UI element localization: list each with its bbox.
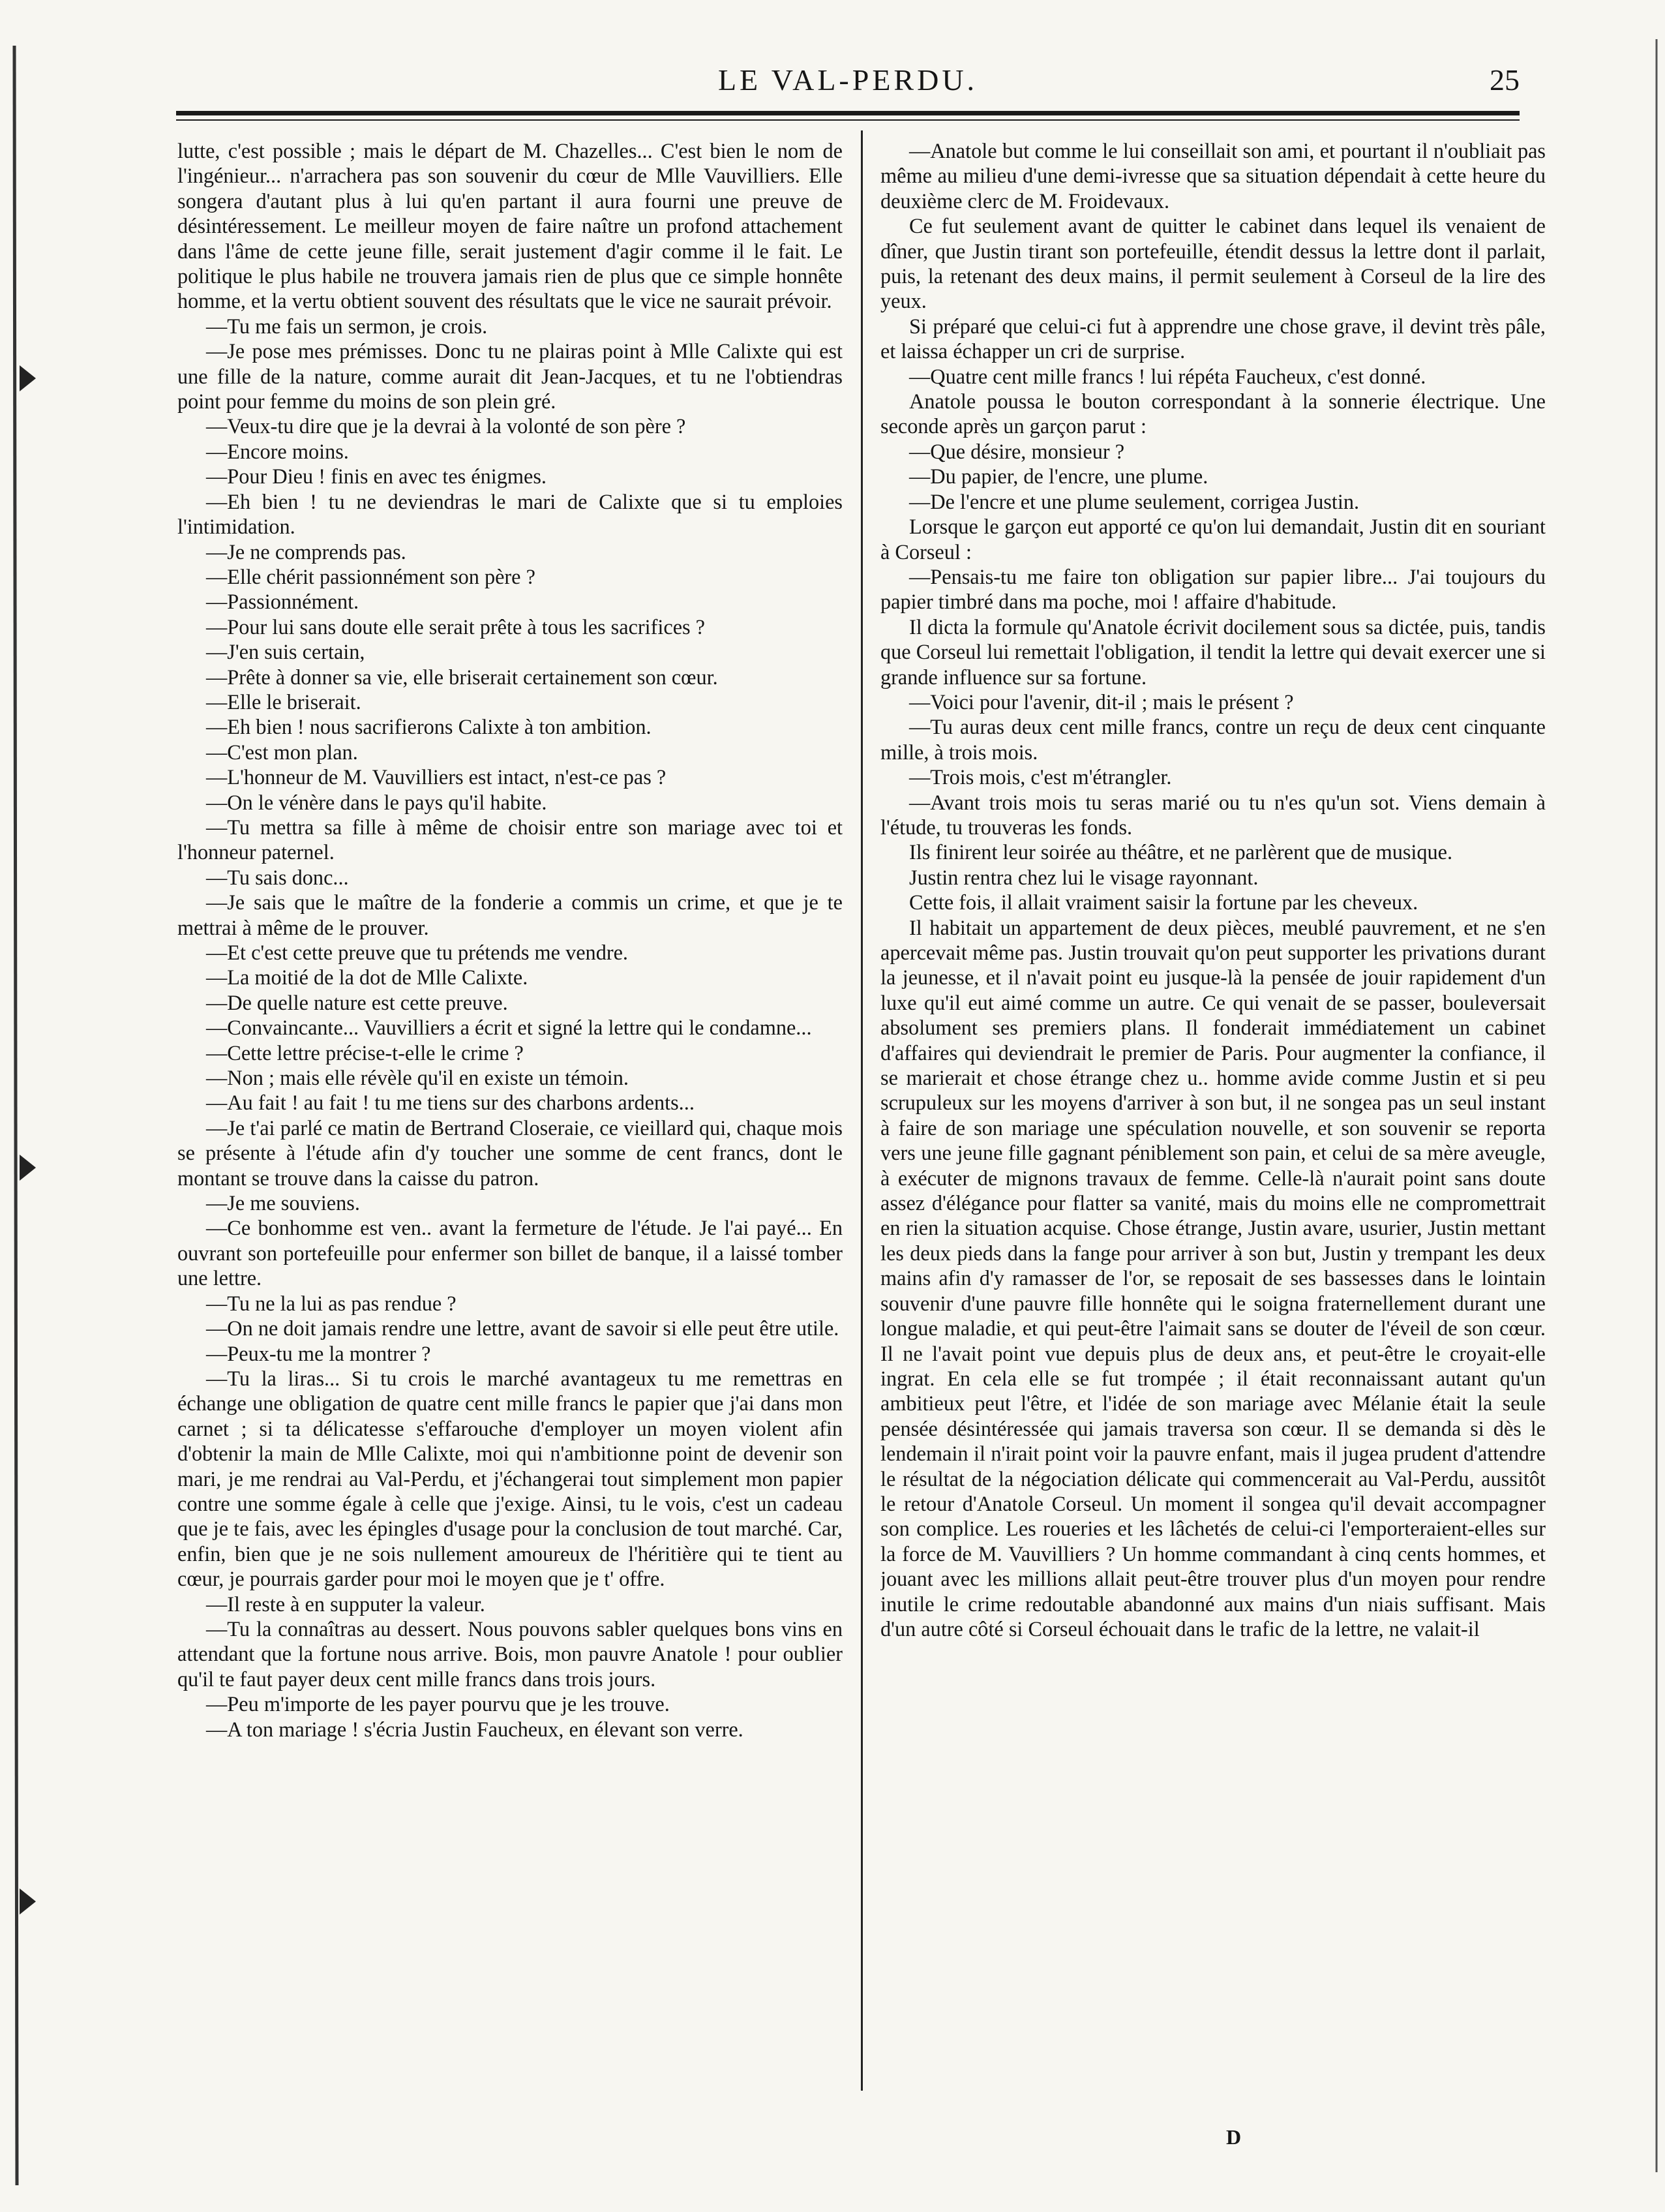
paragraph: —Je sais que le maître de la fonderie a commis un crime, et que je te mettrai à même de le prouver. (177, 890, 843, 939)
page-number: 25 (1490, 63, 1520, 97)
paragraph: —Au fait ! au fait ! tu me tiens sur des charbons ardents... (206, 1091, 695, 1115)
paragraph: —Et c'est cette preuve que tu prétends me vendre. (206, 941, 629, 964)
paragraph: —Que désire, monsieur ? (909, 439, 1125, 463)
paragraph: —Trois mois, c'est m'étrangler. (909, 765, 1172, 789)
paragraph: —Voici pour l'avenir, dit-il ; mais le présent ? (909, 689, 1294, 714)
paragraph: —Tu ne la lui as pas rendue ? (206, 1291, 457, 1315)
paragraph: —Passionnément. (206, 590, 359, 614)
paragraph: —Je pose mes prémisses. Donc tu ne plairas point à Mlle Calixte qui est une fille de la nature, comme aurait dit Jean-Jacques, et tu ne l'obtiendras point pour femme du moins de son plein gré. (177, 339, 843, 414)
paragraph: —Tu la liras... Si tu crois le marché avantageux tu me remettras en échange une obligation de quatre cent mille francs le papier que j'ai dans mon carnet ; si ta délicatesse s'effarouche d'employer un moyen violent afin d'obtenir la main de Mlle Calixte, moi qui n'ambitionne point de devenir son mari, je me rendrai au Val-Perdu, et j'échangerai tout simplement mon papier contre une somme égale à celle que j'exige. Ainsi, tu le vois, c'est un cadeau que je te fais, avec les épingles d'usage pour la conclusion de tout marché. Car, enfin, bien que je ne sois nullement amoureux de l'héritière qui te tient au cœur, je pourrais garder pour moi le moyen que je t' offre. (177, 1366, 843, 1591)
paragraph: —Je t'ai parlé ce matin de Bertrand Closeraie, ce vieillard qui, chaque mois se présente à l'étude afin d'y toucher une somme de cent francs, dont le montant se trouve dans la caisse du patron. (177, 1115, 843, 1190)
paragraph: —Cette lettre précise-t-elle le crime ? (206, 1040, 524, 1065)
paragraph: —Elle le briserait. (206, 689, 361, 714)
paragraph: —Pour lui sans doute elle serait prête à tous les sacrifices ? (206, 614, 706, 639)
left-margin-arrow-middle (20, 1155, 36, 1181)
paragraph: lutte, c'est possible ; mais le départ de M. Chazelles... C'est bien le nom de l'ingénieur... n'arrachera pas son souvenir du cœur de Mlle Vauvilliers. Elle songera d'autant plus à lui qu'en partant il aura fourni une preuve de désintéressement. Le meilleur moyen de faire naître un profond attachement dans l'âme de cette jeune fille, serait justement d'agir comme il le fait. Le politique le plus habile ne trouvera jamais rien de plus que ce simple honnête homme, et la vertu obtient souvent des résultats que le vice ne saurait prévoir. (177, 139, 843, 313)
paragraph: —Peux-tu me la montrer ? (206, 1341, 431, 1365)
left-margin-arrow-top (20, 365, 36, 391)
paragraph: —Tu me fais un sermon, je crois. (206, 314, 488, 338)
header-rule-thin (176, 119, 1520, 121)
paragraph: —Quatre cent mille francs ! lui répéta Faucheux, c'est donné. (909, 364, 1426, 388)
paragraph: —Peu m'importe de les payer pourvu que je les trouve. (206, 1692, 670, 1716)
header-rule-thick (176, 111, 1520, 115)
paragraph: Lorsque le garçon eut apporté ce qu'on lui demandait, Justin dit en souriant à Corseul : (880, 515, 1546, 564)
page-title: LE VAL-PERDU. (717, 63, 978, 97)
paragraph: Il habitait un appartement de deux pièces, meublé pauvrement, et ne s'en apercevait même pas. Justin trouvait qu'on peut supporter les privations durant la jeunesse, et il n'avait point eu jusque-là la pensée de jouir rapidement d'un luxe qu'il eut aimé comme un autre. Ce qui venait de se passer, bouleversait absolument ses premiers plans. Il fonderait immédiatement un cabinet d'affaires qui deviendrait le premier de Paris. Pour augmenter la confiance, il se marierait et chose étrange chez u.. homme avide comme Justin et si peu scrupuleux sur les moyens d'arriver à son but, il ne songea pas un seul instant à faire de son mariage une spéculation nouvelle, et son souvenir se reporta vers une jeune fille gagnant péniblement son pain, et celui de sa mère aveugle, à exécuter de mignons travaux de femme. Celle-là n'aurait point sans doute assez d'élégance pour flatter sa vanité, mais du moins elle ne compromettrait en rien la situation acquise. Chose étrange, Justin avare, usurier, Justin mettant les deux pieds dans la fange pour arriver à son but, Justin y trempant les deux mains afin d'y ramasser de l'or, se reposait de ses bassesses dans le lointain souvenir d'une pauvre fille honnête qui le soigna fraternellement durant une longue maladie, et qui peut-être l'aimait sans se douter de l'éveil de son cœur. Il ne l'avait point vue depuis plus de deux ans, et peut-être le croyait-elle ingrat. En cela elle se fut trompée ; il était reconnaissant autant qu'un ambitieux peut l'être, et l'idée de son mariage avec Mélanie était la seule pensée désintéressée qui jamais traversa son cœur. Il se demanda si dès le lendemain il n'irait point voir la pauvre enfant, mais il jugea prudent d'attendre le résultat de la négociation délicate qui commencerait au Val-Perdu, aussitôt le retour d'Anatole Corseul. Un moment il songea qu'il devait accompagner son complice. Les roueries et les lâchetés de celui-ci l'emporteraient-elles sur la force de M. Vauvilliers ? Un homme commandant à cinq cents hommes, et jouant avec les millions allait peut-être trouver plus d'un moyen pour rendre inutile le crime redoutable abandonné aux mains d'un niais suffisant. Mais d'un autre côté si Corseul échouait dans le trafic de la lettre, ne valait-il (880, 915, 1546, 1641)
paragraph: —Tu auras deux cent mille francs, contre un reçu de deux cent cinquante mille, à trois mois. (880, 715, 1546, 764)
paragraph: —Je me souviens. (206, 1191, 360, 1215)
left-column (177, 138, 843, 2105)
paragraph: —Il reste à en supputer la valeur. (206, 1592, 485, 1616)
paragraph: —Pour Dieu ! finis en avec tes énigmes. (206, 464, 547, 489)
column-divider (861, 130, 863, 2091)
page-header (176, 63, 1520, 110)
paragraph: Si préparé que celui-ci fut à apprendre une chose grave, il devint très pâle, et laissa échapper un cri de surprise. (880, 314, 1546, 363)
right-column (880, 138, 1546, 2105)
paragraph: —Prête à donner sa vie, elle briserait certainement son cœur. (206, 665, 718, 689)
paragraph: Cette fois, il allait vraiment saisir la fortune par les cheveux. (909, 890, 1418, 915)
paragraph: —Pensais-tu me faire ton obligation sur papier libre... J'ai toujours du papier timbré dans ma poche, moi ! affaire d'habitude. (880, 564, 1546, 614)
paragraph: —Ce bonhomme est ven.. avant la fermeture de l'étude. Je l'ai payé... En ouvrant son portefeuille pour enfermer son billet de banque, il a laissé tomber une lettre. (177, 1216, 843, 1290)
paragraph: —La moitié de la dot de Mlle Calixte. (206, 965, 528, 990)
paragraph: Ils finirent leur soirée au théâtre, et ne parlèrent que de musique. (909, 840, 1453, 864)
paragraph: —Tu mettra sa fille à même de choisir entre son mariage avec toi et l'honneur paternel. (177, 815, 843, 864)
paragraph: —Eh bien ! tu ne deviendras le mari de Calixte que si tu emploies l'intimidation. (177, 489, 843, 539)
paragraph: —Je ne comprends pas. (206, 539, 406, 564)
paragraph: —Elle chérit passionnément son père ? (206, 564, 535, 588)
paragraph: Ce fut seulement avant de quitter le cabinet dans lequel ils venaient de dîner, que Justin tirant son portefeuille, étendit dessus la lettre dont il parlait, puis, la retenant des deux mains, il permit seulement à Corseul de la lire des yeux. (880, 214, 1546, 313)
paragraph: —On le vénère dans le pays qu'il habite. (206, 790, 547, 814)
paragraph: —Eh bien ! nous sacrifierons Calixte à ton ambition. (206, 715, 652, 739)
paragraph: Anatole poussa le bouton correspondant à la sonnerie électrique. Une seconde après un garçon parut : (880, 389, 1546, 438)
paragraph: —Anatole but comme le lui conseillait son ami, et pourtant il n'oubliait pas même au milieu d'une demi-ivresse que sa situation dépendait à cette heure du deuxième clerc de M. Froidevaux. (880, 139, 1546, 213)
left-margin-binding-line (14, 46, 17, 2185)
paragraph: —Tu la connaîtras au dessert. Nous pouvons sabler quelques bons vins en attendant que la fortune nous arrive. Bois, mon pauvre Anatole ! pour oublier qu'il te faut payer deux cent mille francs dans trois jours. (177, 1616, 843, 1691)
paragraph: Il dicta la formule qu'Anatole écrivit docilement sous sa dictée, puis, tandis que Corseul lui remettait l'obligation, il tendit la lettre qui devait exercer une si grande influence sur sa fortune. (880, 614, 1546, 689)
paragraph: —Avant trois mois tu seras marié ou tu n'es qu'un sot. Viens demain à l'étude, tu trouveras les fonds. (880, 790, 1546, 839)
paragraph: —De l'encre et une plume seulement, corrigea Justin. (909, 489, 1360, 513)
paragraph: —L'honneur de M. Vauvilliers est intact, n'est-ce pas ? (206, 765, 667, 789)
paragraph: —Non ; mais elle révèle qu'il en existe un témoin. (206, 1066, 629, 1090)
paragraph: —On ne doit jamais rendre une lettre, avant de savoir si elle peut être utile. (206, 1316, 839, 1341)
paragraph: —Veux-tu dire que je la devrai à la volonté de son père ? (206, 414, 686, 438)
paragraph: —Convaincante... Vauvilliers a écrit et signé la lettre qui le condamne... (206, 1016, 812, 1040)
paragraph: —A ton mariage ! s'écria Justin Faucheux, en élevant son verre. (206, 1717, 743, 1741)
paragraph: —Tu sais donc... (206, 865, 349, 889)
paragraph: —C'est mon plan. (206, 740, 358, 764)
paragraph: —J'en suis certain, (206, 640, 365, 664)
paragraph: —De quelle nature est cette preuve. (206, 990, 508, 1014)
left-margin-arrow-bottom (20, 1888, 36, 1915)
signature-mark: D (1226, 2125, 1242, 2149)
paragraph: —Du papier, de l'encre, une plume. (909, 464, 1208, 489)
paragraph: —Encore moins. (206, 439, 349, 463)
paragraph: Justin rentra chez lui le visage rayonnant. (909, 865, 1259, 889)
